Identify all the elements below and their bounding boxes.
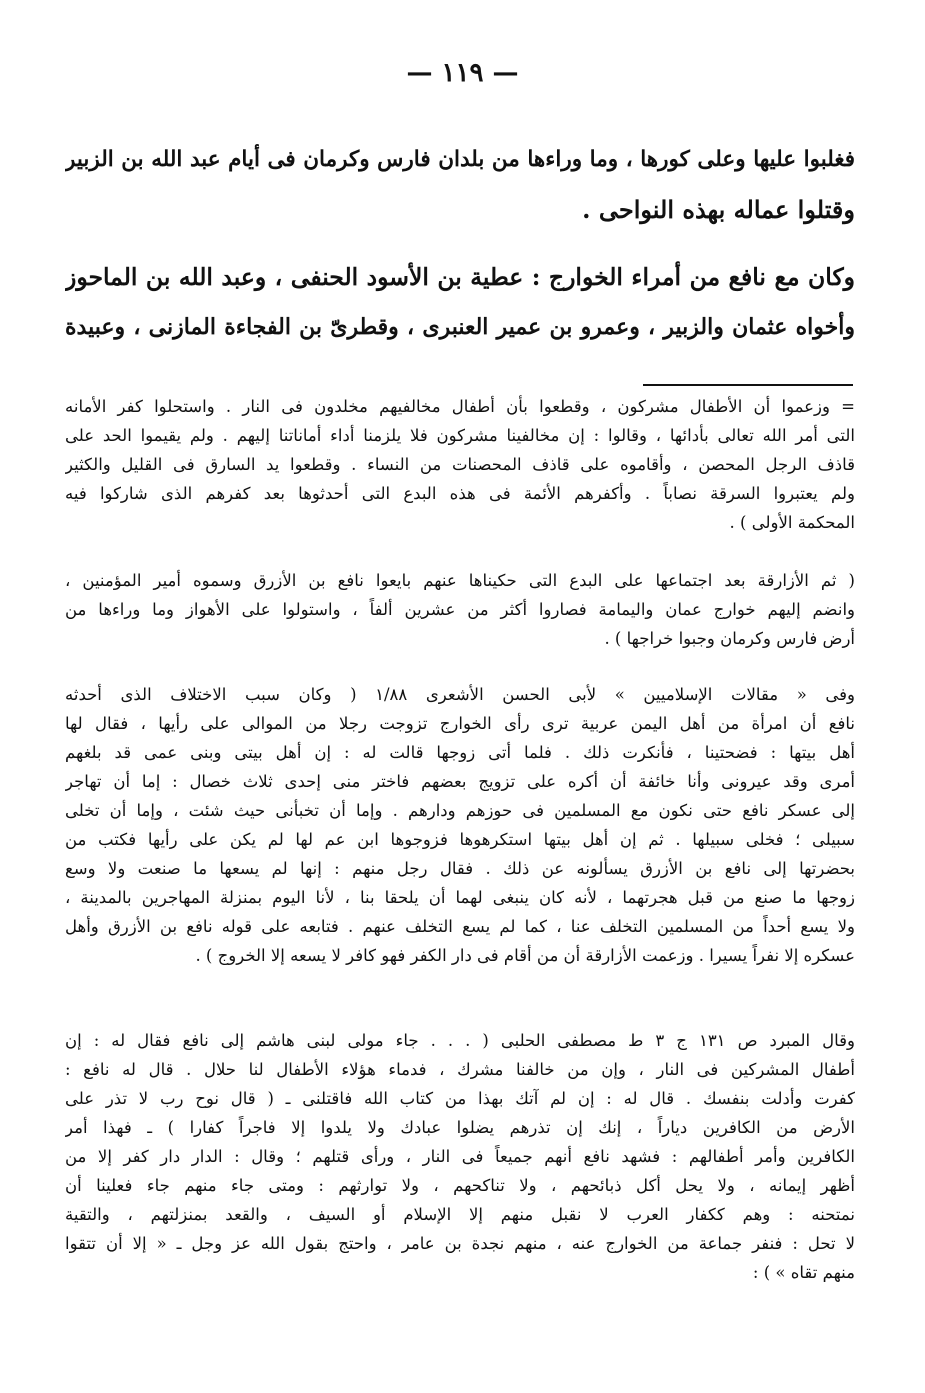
footnote-line: وفى « مقالات الإسلاميين » لأبى الحسن الأشعرى ١/٨٨ ( وكان سبب الاختلاف الذى أحدثه <box>65 685 855 704</box>
text-line: وكان مع نافع من أمراء الخوارج : عطية بن الأسود الحنفى ، وعبد الله بن الماحوز <box>65 263 855 291</box>
footnote-3 <box>65 680 855 970</box>
footnote-line: ( ثم الأزارقة بعد اجتماعها على البدع التى حكيناها عنهم بايعوا نافع بن الأزرق وسموه أمير المؤمنين ، <box>65 571 855 590</box>
footnote-line: بحضرتها إلى نافع بن الأزرق يسألونه عن ذلك . فقال رجل منهم : إنها لم يسعها ما صنعت ولا وسع <box>65 859 855 878</box>
footnote-line: أمرى وقد عيرونى وأنا خائفة أن أكره على تزويج بعضهم فاختر منى إحدى ثلاث خصال : إما أن تهاجر <box>65 772 855 791</box>
footnote-line: نافع أن امرأة من أهل اليمن عربية ترى رأى الخوارج تزوجت رجلا من الموالى على رأيها ، فقال لها <box>65 714 855 733</box>
footnote-line: لا تحل : فنفر جماعة من الخوارج عنه ، منهم نجدة بن عامر ، واحتج بقول الله عز وجل ـ « إلا أن تتقوا <box>65 1234 855 1253</box>
footnote-2 <box>65 566 855 653</box>
footnote-line: أرض فارس وكرمان وجبوا خراجها ) . <box>604 629 855 648</box>
footnote-line: الكافرين وأمر أطفالهم : فشهد نافع أنهم جميعاً فى النار ، ورأى قتلهم ؛ وقال : الدار دار كفر إلا من <box>65 1147 855 1166</box>
footnote-line: المحكمة الأولى ) . <box>729 513 855 532</box>
main-paragraph-2 <box>65 252 855 352</box>
footnote-line: أظهر إيمانه ، ولا يحل أكل ذبائحهم ، ولا تناكحهم ، ولا توارثهم : ومتى جاء منهم جاء فعلينا أن <box>65 1176 855 1195</box>
footnote-line: كفرت وأدلت بنفسك . قال له : إن لم آتك بهذا من كتاب الله فاقتلنى ـ ( قال نوح رب لا تذر على <box>65 1089 855 1108</box>
footnote-divider <box>643 384 853 386</box>
footnote-line: أطفال المشركين فى النار ، وإن من خالفنا مشرك ، فدماء هؤلاء الأطفال لنا حلال . قال له نافع : <box>65 1060 855 1079</box>
footnote-4 <box>65 1026 855 1287</box>
footnote-1 <box>65 392 855 537</box>
footnote-line: وقال المبرد ص ١٣١ ج ٣ ط مصطفى الحلبى ( . . . جاء مولى لبنى هاشم إلى نافع فقال له : إن <box>65 1031 855 1050</box>
text-line: فغلبوا عليها وعلى كورها ، وما وراءها من بلدان فارس وكرمان فى أيام عبد الله بن الزبير <box>65 147 855 172</box>
footnote-line: أهل بيتها : فضحتينا ، فأنكرت ذلك . فلما أتى زوجها قالت له : إن أهل بيتى وبنى عمى قد بلغهم <box>65 743 855 762</box>
main-paragraph-1 <box>65 135 855 235</box>
footnote-line: = وزعموا أن الأطفال مشركون ، وقطعوا بأن أطفال مخالفيهم مخلدون فى النار . واستحلوا كفر الأمانه <box>65 397 855 416</box>
footnote-line: إلى عسكر نافع حتى نكون مع المسلمين فى حوزهم ودارهم . وإما أن تخبأنى حيث شئت ، وإما أن تخلى <box>65 801 855 820</box>
footnote-line: منهم تقاه » ) : <box>752 1263 855 1282</box>
footnote-line: سبيلى ؛ فخلى سبيلها . ثم إن أهل بيتها استكرهوها فزوجوها ابن عم لها لم يكن على رأيها فكتب من <box>65 830 855 849</box>
footnote-line: زوجها ما صنع من قبل هجرتهما ، لأنه كان ينبغى لهما أن يلحقا بنا ، لأنا اليوم بمنزلة المهاجرين بالمدينة ، <box>65 888 855 907</box>
footnote-line: التى أمر الله تعالى بأدائها ، وقالوا : إن مخالفينا مشركون فلا يلزمنا أداء أماناتنا إليهم . ولم يقيموا الحد على <box>65 426 855 445</box>
footnote-line: قاذف الرجل المحصن ، وأقاموه على قاذف المحصنات من النساء . وقطعوا يد السارق فى القليل والكثير <box>65 455 855 474</box>
text-line: وأخواه عثمان والزبير ، وعمرو بن عمير العنبرى ، وقطرىّ بن الفجاءة المازنى ، وعبيدة <box>65 314 855 340</box>
footnote-line: الأرض من الكافرين دياراً ، إنك إن تذرهم يضلوا عبادك ولا يلدوا إلا فاجراً كفارا ) ـ فهذا أمر <box>65 1118 855 1137</box>
footnote-line: نمتحنه : وهم ككفار العرب لا نقبل منهم إلا الإسلام أو السيف ، والقعد بمنزلتهم ، والتقية <box>65 1205 855 1224</box>
footnote-line: عسكره إلا نفراً يسيرا . وزعمت الأزارقة أن من أقام فى دار الكفر فهو كافر لا يسعه إلا الخروج ) . <box>195 946 855 965</box>
footnote-line: ولم يعتبروا السرقة نصاباً . وأكفرهم الأئمة فى هذه البدع التى أحدثوها بعد كفرهم الذى شاركوا فيه <box>65 484 855 503</box>
page-number: — ١١٩ — <box>406 58 519 88</box>
footnote-line: ولا يسع أحداً من المسلمين التخلف عنا ، كما لم يسع التخلف عنهم . فتابعه على قوله نافع بن الأزرق وأهل <box>65 917 855 936</box>
footnote-line: وانضم إليهم خوارج عمان واليمامة فصاروا أكثر من عشرين ألفاً ، واستولوا على الأهواز وما وراءها من <box>65 600 855 619</box>
text-line: وقتلوا عماله بهذه النواحى . <box>582 195 855 224</box>
